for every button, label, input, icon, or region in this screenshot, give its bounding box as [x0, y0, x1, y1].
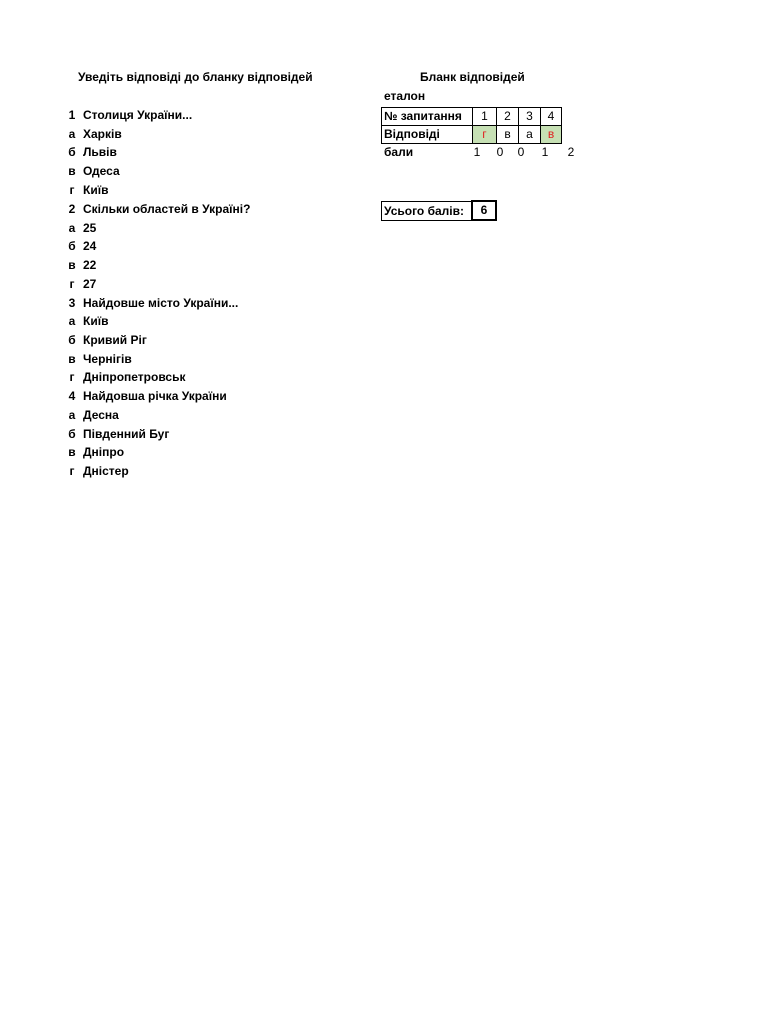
question-number-row-label: № запитання	[381, 107, 473, 126]
option-letter: б	[68, 333, 76, 347]
question-number-cell: 1	[472, 107, 497, 126]
option-text: Одеса	[83, 164, 120, 178]
scores-row-label: бали	[384, 145, 414, 159]
question-number: 1	[68, 108, 76, 122]
question-text: Столиця України...	[83, 108, 193, 122]
option-letter: г	[69, 183, 75, 197]
answer-input-cell[interactable]: а	[518, 125, 541, 144]
option-text: 22	[83, 258, 97, 272]
option-letter: а	[68, 314, 76, 328]
question-number-cell: 2	[496, 107, 519, 126]
question-text: Найдовше місто України...	[83, 296, 239, 310]
option-text: 25	[83, 221, 97, 235]
option-text: 27	[83, 277, 97, 291]
option-text: Львів	[83, 145, 117, 159]
option-letter: г	[69, 370, 75, 384]
option-text: 24	[83, 239, 97, 253]
total-score-value: 6	[471, 200, 497, 221]
option-letter: г	[69, 464, 75, 478]
option-letter: в	[68, 445, 76, 459]
total-score-label: Усього балів:	[381, 201, 472, 221]
option-text: Десна	[83, 408, 119, 422]
answer-input-cell-correct[interactable]: в	[540, 125, 562, 144]
question-number: 2	[68, 202, 76, 216]
score-value: 0	[517, 145, 525, 159]
option-text: Харків	[83, 127, 122, 141]
answer-sheet-title: Бланк відповідей	[420, 70, 525, 84]
option-text: Чернігів	[83, 352, 132, 366]
option-text: Київ	[83, 183, 109, 197]
answer-input-cell[interactable]: в	[496, 125, 519, 144]
score-value: 1	[541, 145, 549, 159]
question-text: Скільки областей в Україні?	[83, 202, 251, 216]
option-text: Дністер	[83, 464, 129, 478]
question-number-cell: 4	[540, 107, 562, 126]
score-value: 2	[567, 145, 575, 159]
option-letter: б	[68, 239, 76, 253]
option-text: Кривий Ріг	[83, 333, 147, 347]
question-text: Найдовша річка України	[83, 389, 227, 403]
option-letter: а	[68, 408, 76, 422]
option-text: Південний Буг	[83, 427, 170, 441]
option-letter: в	[68, 258, 76, 272]
answer-sheet-subtitle: еталон	[384, 89, 426, 103]
option-letter: в	[68, 164, 76, 178]
option-letter: г	[69, 277, 75, 291]
question-number-cell: 3	[518, 107, 541, 126]
option-text: Київ	[83, 314, 109, 328]
option-letter: а	[68, 221, 76, 235]
score-value: 1	[473, 145, 481, 159]
option-text: Дніпропетровськ	[83, 370, 186, 384]
option-letter: в	[68, 352, 76, 366]
option-text: Дніпро	[83, 445, 125, 459]
question-number: 3	[68, 296, 76, 310]
option-letter: б	[68, 427, 76, 441]
answer-input-cell-correct[interactable]: г	[472, 125, 497, 144]
score-value: 0	[496, 145, 504, 159]
quiz-instructions-header: Уведіть відповіді до бланку відповідей	[78, 70, 313, 84]
answers-row-label: Відповіді	[381, 125, 473, 144]
option-letter: а	[68, 127, 76, 141]
question-number: 4	[68, 389, 76, 403]
option-letter: б	[68, 145, 76, 159]
